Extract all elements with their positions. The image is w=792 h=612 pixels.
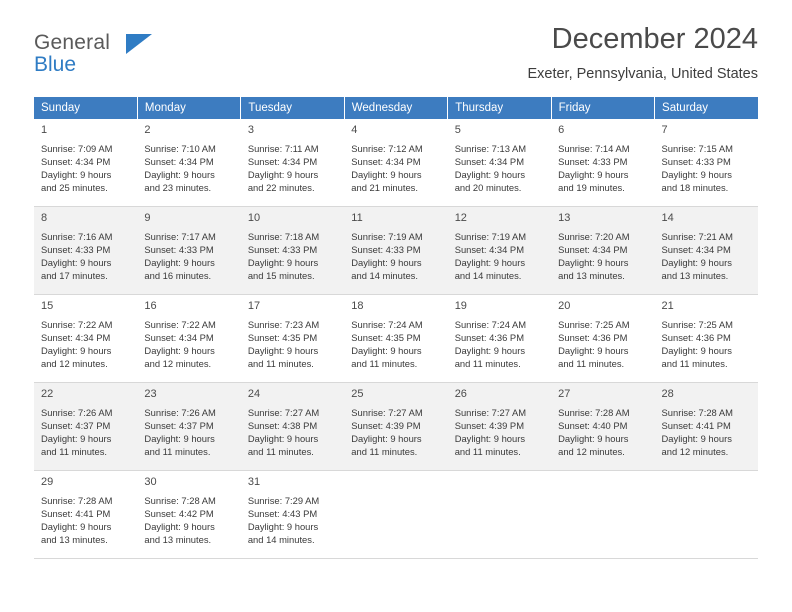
weekday-header-tuesday: Tuesday <box>241 97 344 119</box>
day-cell <box>344 295 447 383</box>
daylight-text-line1: Daylight: 9 hours <box>144 169 215 181</box>
day-info <box>41 319 131 371</box>
day-info <box>558 143 648 195</box>
day-number: 2 <box>144 124 151 136</box>
day-cell-empty <box>344 471 447 559</box>
sunset-text: Sunset: 4:36 PM <box>454 332 524 344</box>
day-cell-empty <box>655 471 758 559</box>
calendar-table <box>34 97 758 559</box>
sunrise-text: Sunrise: 7:19 AM <box>351 231 423 243</box>
day-number: 3 <box>247 124 254 136</box>
logo-flag-icon <box>126 34 152 54</box>
day-cell <box>448 119 551 207</box>
daylight-text-line1: Daylight: 9 hours <box>247 257 319 269</box>
daylight-text-line2: and 16 minutes. <box>144 270 212 282</box>
day-cell <box>655 119 758 207</box>
sunset-text: Sunset: 4:33 PM <box>247 244 318 256</box>
daylight-text-line2: and 11 minutes. <box>454 446 521 458</box>
day-info <box>248 143 338 195</box>
sunset-text: Sunset: 4:36 PM <box>558 332 628 344</box>
daylight-text-line2: and 13 minutes. <box>41 534 108 546</box>
day-cell <box>34 383 137 471</box>
day-info <box>248 231 338 283</box>
day-number: 17 <box>247 300 261 312</box>
day-info <box>662 407 752 459</box>
daylight-text-line1: Daylight: 9 hours <box>351 257 422 269</box>
day-info <box>455 407 545 459</box>
daylight-text-line2: and 12 minutes. <box>144 358 212 370</box>
sunrise-text: Sunrise: 7:28 AM <box>558 407 630 419</box>
daylight-text-line1: Daylight: 9 hours <box>558 257 629 269</box>
day-number: 9 <box>144 212 151 224</box>
daylight-text-line2: and 14 minutes. <box>454 270 522 282</box>
day-number: 10 <box>247 212 261 224</box>
day-info <box>662 231 752 283</box>
sunset-text: Sunset: 4:34 PM <box>247 156 318 168</box>
sunrise-text: Sunrise: 7:13 AM <box>454 143 527 155</box>
day-number: 16 <box>144 300 157 312</box>
page-header <box>34 24 758 86</box>
daylight-text-line1: Daylight: 9 hours <box>661 257 732 269</box>
weekday-header-monday: Monday <box>137 97 240 119</box>
day-cell <box>655 383 758 471</box>
day-info <box>248 319 338 371</box>
calendar-body <box>34 119 758 559</box>
sunset-text: Sunset: 4:34 PM <box>454 156 524 168</box>
daylight-text-line1: Daylight: 9 hours <box>247 433 319 445</box>
daylight-text-line2: and 11 minutes. <box>454 358 521 370</box>
day-info <box>41 143 131 195</box>
day-cell <box>34 119 137 207</box>
daylight-text-line1: Daylight: 9 hours <box>247 169 319 181</box>
day-number: 11 <box>351 212 363 224</box>
sunrise-text: Sunrise: 7:26 AM <box>41 407 113 419</box>
daylight-text-line2: and 11 minutes. <box>661 358 728 370</box>
sunset-text: Sunset: 4:35 PM <box>351 332 421 344</box>
title-block <box>154 24 758 82</box>
sunset-text: Sunset: 4:34 PM <box>558 244 628 256</box>
daylight-text-line2: and 21 minutes. <box>351 182 418 194</box>
day-number: 31 <box>247 476 261 488</box>
day-cell-empty <box>448 471 551 559</box>
sunrise-text: Sunrise: 7:24 AM <box>351 319 423 331</box>
day-cell <box>448 295 551 383</box>
daylight-text-line2: and 14 minutes. <box>247 534 315 546</box>
daylight-text-line2: and 13 minutes. <box>661 270 729 282</box>
day-number: 22 <box>41 388 54 400</box>
sunset-text: Sunset: 4:39 PM <box>454 420 524 432</box>
sunset-text: Sunset: 4:42 PM <box>144 508 214 520</box>
sunset-text: Sunset: 4:39 PM <box>351 420 421 432</box>
daylight-text-line1: Daylight: 9 hours <box>558 345 629 357</box>
sunset-text: Sunset: 4:34 PM <box>144 332 214 344</box>
day-info <box>144 231 234 283</box>
day-info <box>351 407 441 459</box>
day-number: 14 <box>661 212 674 224</box>
day-cell <box>551 207 654 295</box>
daylight-text-line1: Daylight: 9 hours <box>351 433 422 445</box>
day-cell <box>137 383 240 471</box>
day-cell <box>551 295 654 383</box>
daylight-text-line1: Daylight: 9 hours <box>41 345 112 357</box>
day-cell <box>34 295 137 383</box>
daylight-text-line2: and 18 minutes. <box>661 182 729 194</box>
day-info <box>144 495 234 547</box>
daylight-text-line1: Daylight: 9 hours <box>41 257 112 269</box>
daylight-text-line1: Daylight: 9 hours <box>144 521 215 533</box>
day-cell <box>344 207 447 295</box>
weekday-header-sunday: Sunday <box>34 97 137 119</box>
logo-text-blue: Blue <box>34 53 77 76</box>
day-info <box>41 231 131 283</box>
daylight-text-line1: Daylight: 9 hours <box>41 521 112 533</box>
day-cell <box>241 295 344 383</box>
day-cell <box>448 207 551 295</box>
daylight-text-line2: and 25 minutes. <box>41 182 108 194</box>
daylight-text-line2: and 19 minutes. <box>558 182 625 194</box>
daylight-text-line1: Daylight: 9 hours <box>144 433 215 445</box>
day-cell <box>241 471 344 559</box>
sunrise-text: Sunrise: 7:28 AM <box>41 495 113 507</box>
sunset-text: Sunset: 4:38 PM <box>247 420 318 432</box>
sunrise-text: Sunrise: 7:27 AM <box>454 407 527 419</box>
weekday-header-row <box>34 97 758 119</box>
day-info <box>662 143 752 195</box>
daylight-text-line2: and 11 minutes. <box>144 446 211 458</box>
sunset-text: Sunset: 4:43 PM <box>247 508 318 520</box>
daylight-text-line1: Daylight: 9 hours <box>351 345 422 357</box>
weekday-header-thursday: Thursday <box>448 97 551 119</box>
day-number: 24 <box>247 388 261 400</box>
sunset-text: Sunset: 4:33 PM <box>661 156 731 168</box>
weekday-header-friday: Friday <box>551 97 654 119</box>
sunrise-text: Sunrise: 7:22 AM <box>144 319 216 331</box>
day-cell <box>448 383 551 471</box>
daylight-text-line2: and 23 minutes. <box>144 182 212 194</box>
sunrise-text: Sunrise: 7:21 AM <box>661 231 733 243</box>
day-info <box>351 319 441 371</box>
day-number: 5 <box>454 124 461 136</box>
day-info <box>455 143 545 195</box>
sunset-text: Sunset: 4:34 PM <box>661 244 731 256</box>
day-number: 1 <box>41 124 48 136</box>
sunrise-text: Sunrise: 7:10 AM <box>144 143 216 155</box>
day-number: 19 <box>454 300 467 312</box>
day-number: 27 <box>558 388 571 400</box>
sunset-text: Sunset: 4:34 PM <box>454 244 524 256</box>
daylight-text-line1: Daylight: 9 hours <box>144 345 215 357</box>
day-info <box>351 231 441 283</box>
location-subtitle: Exeter, Pennsylvania, United States <box>527 65 758 82</box>
daylight-text-line1: Daylight: 9 hours <box>454 169 526 181</box>
daylight-text-line2: and 14 minutes. <box>351 270 418 282</box>
daylight-text-line1: Daylight: 9 hours <box>558 169 629 181</box>
day-number: 28 <box>661 388 674 400</box>
daylight-text-line1: Daylight: 9 hours <box>247 521 319 533</box>
day-cell <box>344 383 447 471</box>
day-info <box>351 143 441 195</box>
weekday-header-wednesday: Wednesday <box>344 97 447 119</box>
day-number: 25 <box>351 388 364 400</box>
day-number: 13 <box>558 212 571 224</box>
sunrise-text: Sunrise: 7:17 AM <box>144 231 216 243</box>
sunrise-text: Sunrise: 7:28 AM <box>661 407 733 419</box>
sunset-text: Sunset: 4:35 PM <box>247 332 318 344</box>
sunrise-text: Sunrise: 7:09 AM <box>41 143 113 155</box>
sunrise-text: Sunrise: 7:15 AM <box>661 143 733 155</box>
day-info <box>662 319 752 371</box>
day-number: 7 <box>661 124 668 136</box>
day-cell <box>655 295 758 383</box>
sunset-text: Sunset: 4:37 PM <box>41 420 111 432</box>
day-cell <box>137 119 240 207</box>
daylight-text-line1: Daylight: 9 hours <box>454 345 526 357</box>
sunrise-text: Sunrise: 7:29 AM <box>247 495 320 507</box>
day-cell <box>137 295 240 383</box>
day-number: 8 <box>41 212 48 224</box>
sunrise-text: Sunrise: 7:14 AM <box>558 143 630 155</box>
sunrise-text: Sunrise: 7:18 AM <box>247 231 320 243</box>
sunrise-text: Sunrise: 7:25 AM <box>558 319 630 331</box>
daylight-text-line1: Daylight: 9 hours <box>558 433 629 445</box>
day-info <box>248 495 338 547</box>
sunset-text: Sunset: 4:33 PM <box>41 244 111 256</box>
day-info <box>455 231 545 283</box>
daylight-text-line1: Daylight: 9 hours <box>454 433 526 445</box>
sunrise-text: Sunrise: 7:16 AM <box>41 231 113 243</box>
day-info <box>144 143 234 195</box>
day-cell <box>551 383 654 471</box>
sunrise-text: Sunrise: 7:28 AM <box>144 495 216 507</box>
sunset-text: Sunset: 4:34 PM <box>41 156 111 168</box>
daylight-text-line1: Daylight: 9 hours <box>41 169 112 181</box>
daylight-text-line2: and 11 minutes. <box>41 446 108 458</box>
day-number: 26 <box>454 388 467 400</box>
page-title: December 2024 <box>551 23 758 55</box>
week-row <box>34 295 758 383</box>
daylight-text-line1: Daylight: 9 hours <box>661 345 732 357</box>
day-number: 18 <box>351 300 364 312</box>
day-cell <box>344 119 447 207</box>
sunrise-text: Sunrise: 7:26 AM <box>144 407 216 419</box>
day-cell <box>655 207 758 295</box>
logo-text-general: General <box>34 31 111 54</box>
day-cell-empty <box>551 471 654 559</box>
daylight-text-line2: and 12 minutes. <box>41 358 108 370</box>
sunset-text: Sunset: 4:34 PM <box>351 156 421 168</box>
logo <box>34 24 154 75</box>
day-number: 4 <box>351 124 358 136</box>
sunset-text: Sunset: 4:41 PM <box>661 420 731 432</box>
daylight-text-line1: Daylight: 9 hours <box>661 169 732 181</box>
day-info <box>558 231 648 283</box>
sunrise-text: Sunrise: 7:22 AM <box>41 319 113 331</box>
day-number: 6 <box>558 124 565 136</box>
daylight-text-line1: Daylight: 9 hours <box>661 433 732 445</box>
daylight-text-line1: Daylight: 9 hours <box>247 345 319 357</box>
daylight-text-line2: and 12 minutes. <box>661 446 729 458</box>
day-info <box>248 407 338 459</box>
day-info <box>558 319 648 371</box>
day-info <box>144 407 234 459</box>
day-number: 15 <box>41 300 54 312</box>
day-cell <box>34 207 137 295</box>
day-cell <box>34 471 137 559</box>
daylight-text-line2: and 11 minutes. <box>247 446 314 458</box>
week-row <box>34 119 758 207</box>
daylight-text-line2: and 15 minutes. <box>247 270 315 282</box>
day-number: 29 <box>41 476 54 488</box>
daylight-text-line2: and 12 minutes. <box>558 446 625 458</box>
day-cell <box>137 471 240 559</box>
daylight-text-line2: and 22 minutes. <box>247 182 315 194</box>
day-number: 21 <box>661 300 674 312</box>
day-number: 20 <box>558 300 571 312</box>
sunset-text: Sunset: 4:37 PM <box>144 420 214 432</box>
sunrise-text: Sunrise: 7:11 AM <box>247 143 319 155</box>
weekday-header-saturday: Saturday <box>655 97 758 119</box>
sunrise-text: Sunrise: 7:12 AM <box>351 143 423 155</box>
daylight-text-line2: and 11 minutes. <box>247 358 314 370</box>
day-cell <box>241 119 344 207</box>
daylight-text-line1: Daylight: 9 hours <box>351 169 422 181</box>
sunrise-text: Sunrise: 7:25 AM <box>661 319 733 331</box>
day-number: 23 <box>144 388 157 400</box>
sunrise-text: Sunrise: 7:27 AM <box>247 407 320 419</box>
week-row <box>34 207 758 295</box>
day-cell <box>137 207 240 295</box>
sunset-text: Sunset: 4:33 PM <box>558 156 628 168</box>
day-number: 12 <box>454 212 467 224</box>
day-info <box>144 319 234 371</box>
day-info <box>41 407 131 459</box>
sunrise-text: Sunrise: 7:23 AM <box>247 319 320 331</box>
sunset-text: Sunset: 4:33 PM <box>351 244 421 256</box>
daylight-text-line2: and 11 minutes. <box>351 446 418 458</box>
daylight-text-line1: Daylight: 9 hours <box>144 257 215 269</box>
week-row <box>34 383 758 471</box>
day-info <box>41 495 131 547</box>
daylight-text-line2: and 17 minutes. <box>41 270 108 282</box>
day-cell <box>241 383 344 471</box>
day-number: 30 <box>144 476 157 488</box>
sunset-text: Sunset: 4:33 PM <box>144 244 214 256</box>
sunset-text: Sunset: 4:36 PM <box>661 332 731 344</box>
daylight-text-line1: Daylight: 9 hours <box>454 257 526 269</box>
daylight-text-line1: Daylight: 9 hours <box>41 433 112 445</box>
sunset-text: Sunset: 4:40 PM <box>558 420 628 432</box>
sunset-text: Sunset: 4:41 PM <box>41 508 111 520</box>
sunrise-text: Sunrise: 7:27 AM <box>351 407 423 419</box>
sunrise-text: Sunrise: 7:24 AM <box>454 319 527 331</box>
daylight-text-line2: and 13 minutes. <box>558 270 625 282</box>
sunset-text: Sunset: 4:34 PM <box>41 332 111 344</box>
sunrise-text: Sunrise: 7:19 AM <box>454 231 527 243</box>
week-row <box>34 471 758 559</box>
day-info <box>558 407 648 459</box>
daylight-text-line2: and 13 minutes. <box>144 534 212 546</box>
sunset-text: Sunset: 4:34 PM <box>144 156 214 168</box>
sunrise-text: Sunrise: 7:20 AM <box>558 231 630 243</box>
day-cell <box>551 119 654 207</box>
day-cell <box>241 207 344 295</box>
daylight-text-line2: and 11 minutes. <box>351 358 418 370</box>
daylight-text-line2: and 11 minutes. <box>558 358 625 370</box>
daylight-text-line2: and 20 minutes. <box>454 182 522 194</box>
day-info <box>455 319 545 371</box>
